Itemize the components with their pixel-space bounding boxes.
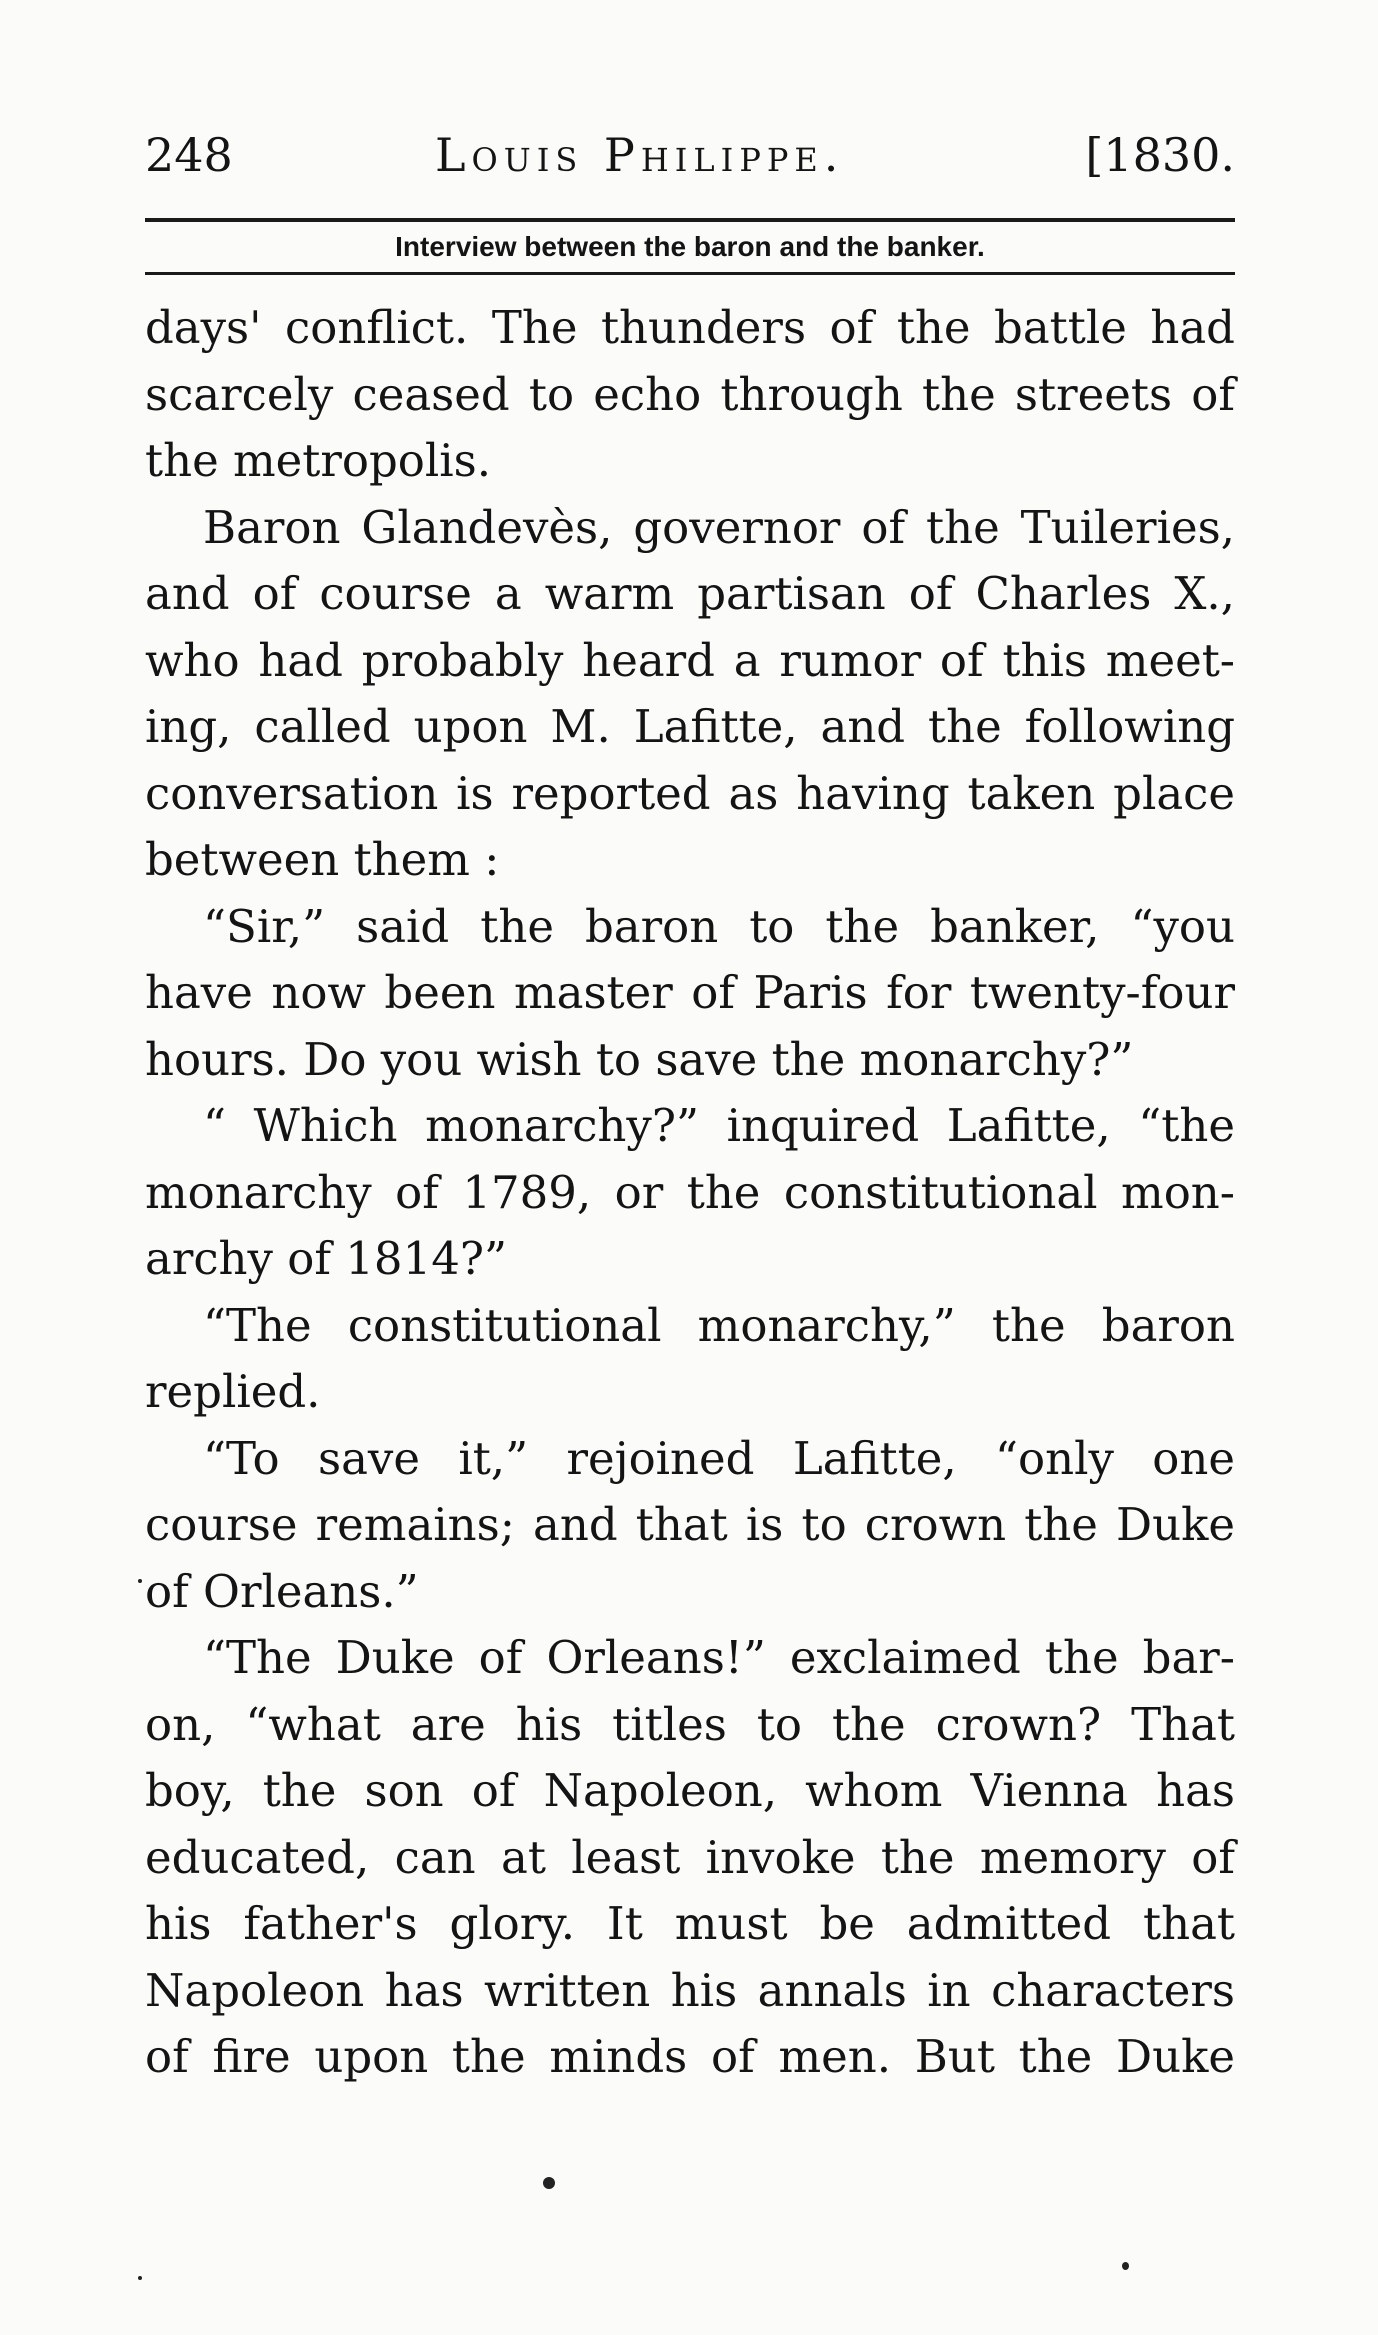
text-line: monarchy of 1789, or the constitutional mon- [145, 1165, 1235, 1219]
text-line: Baron Glandevès, governor of the Tuileries, [203, 500, 1235, 554]
text-line: “To save it,” rejoined Lafitte, “only one [203, 1431, 1235, 1485]
running-head [145, 118, 1235, 198]
text-line: educated, can at least invoke the memory of [145, 1830, 1235, 1884]
text-line: boy, the son of Napoleon, whom Vienna has [145, 1764, 1235, 1817]
header-rule-top [145, 218, 1235, 222]
text-line: his father's glory. It must be admitted that [145, 1897, 1235, 1950]
text-line: have now been master of Paris for twenty-four [145, 966, 1235, 1019]
text-line: “The constitutional monarchy,” the baron [203, 1298, 1235, 1352]
text-line: of Orleans.” [145, 1564, 419, 1618]
text-line: “The Duke of Orleans!” exclaimed the bar- [203, 1631, 1235, 1684]
text-line: who had probably heard a rumor of this meet- [145, 633, 1235, 687]
text-line: “ Which monarchy?” inquired Lafitte, “the [203, 1099, 1235, 1152]
text-line: conversation is reported as having taken place [145, 766, 1235, 820]
text-line: replied. [145, 1365, 321, 1418]
ink-speck [138, 1579, 142, 1583]
book-title: Louis Philippe. [435, 128, 845, 182]
text-line: “Sir,” said the baron to the banker, “you [203, 899, 1235, 953]
text-line: of fire upon the minds of men. But the Duke [145, 2030, 1235, 2083]
header-rule-bottom [145, 272, 1235, 275]
ink-speck [1122, 2262, 1129, 2270]
text-line: ing, called upon M. Lafitte, and the following [145, 700, 1235, 753]
year-marker: [1830. [1085, 128, 1235, 182]
ink-speck [543, 2177, 555, 2189]
text-line: the metropolis. [145, 434, 492, 487]
text-line: Napoleon has written his annals in characters [145, 1963, 1235, 2017]
text-line: course remains; and that is to crown the Duke [145, 1498, 1235, 1551]
text-line: hours. Do you wish to save the monarchy?” [145, 1032, 1134, 1086]
body-text [145, 295, 1235, 2091]
section-heading: Interview between the baron and the banker. [395, 231, 985, 262]
text-line: between them : [145, 833, 500, 886]
text-line: scarcely ceased to echo through the streets of [145, 367, 1235, 421]
text-line: on, “what are his titles to the crown? That [145, 1697, 1235, 1751]
text-line: days' conflict. The thunders of the battle had [145, 301, 1235, 354]
ink-speck [138, 2276, 142, 2280]
page-number: 248 [145, 128, 233, 182]
text-line: and of course a warm partisan of Charles X., [145, 567, 1235, 620]
text-line: archy of 1814?” [145, 1232, 507, 1285]
